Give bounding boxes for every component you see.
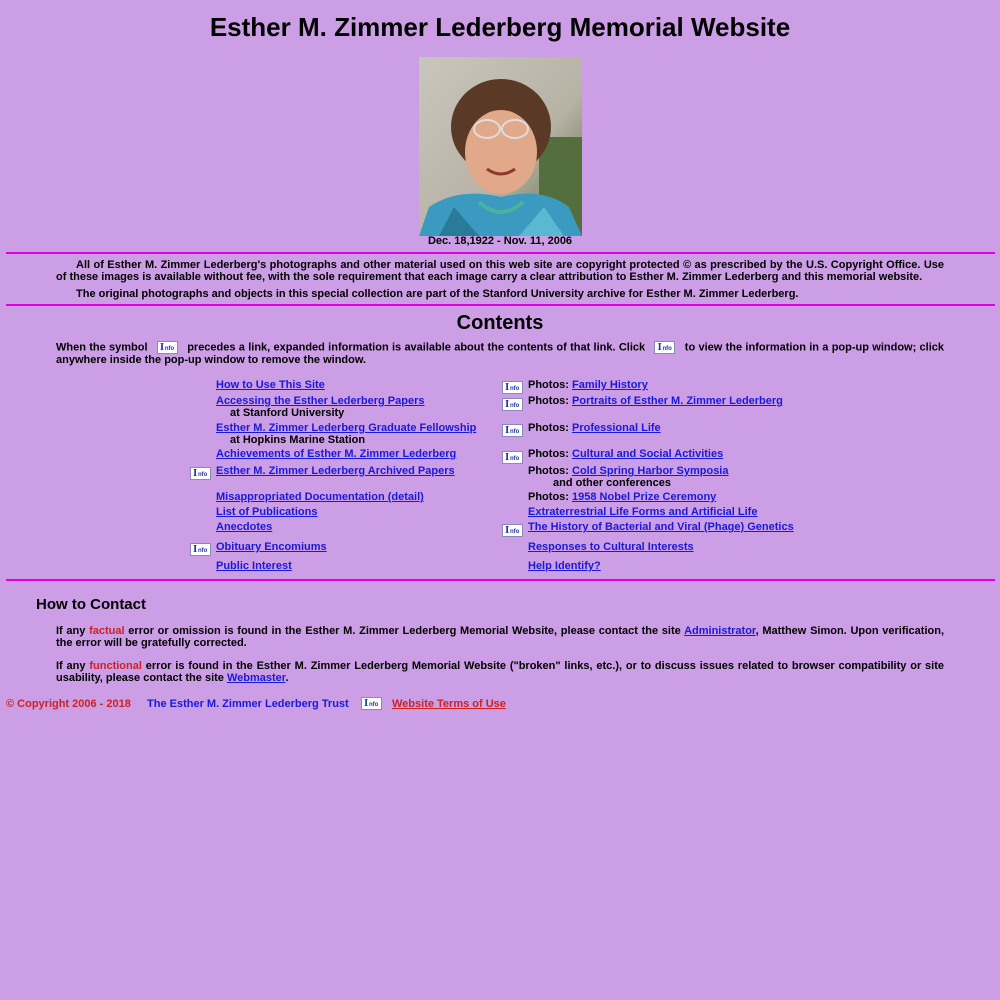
contents-heading: Contents <box>456 312 544 334</box>
link-subtext: at Stanford University <box>230 407 345 419</box>
contact-heading: How to Contact <box>36 596 146 613</box>
link-extraterrestrial-life[interactable]: Extraterrestrial Life Forms and Artificial Life <box>528 506 758 518</box>
contact-functional-paragraph: If any functional error is found in the Esther M. Zimmer Lederberg Memorial Website ("broken" links, etc.), or to discuss issues related to browser compatibility or site usability, please contact the site Webmaster. <box>56 660 945 684</box>
factual-word: factual <box>89 625 125 637</box>
photos-row-nobel <box>528 491 716 503</box>
terms-of-use-link[interactable]: Website Terms of Use <box>392 698 506 710</box>
info-icon[interactable]: I nfo <box>502 424 523 437</box>
link-achievements[interactable]: Achievements of Esther M. Zimmer Lederberg <box>216 448 457 460</box>
link-subtext: at Hopkins Marine Station <box>230 434 366 446</box>
info-icon[interactable]: I nfo <box>190 467 211 480</box>
link-cold-spring-harbor[interactable]: Cold Spring Harbor Symposia <box>572 465 729 477</box>
contents-intro <box>56 341 944 366</box>
divider <box>6 304 995 306</box>
link-subtext: and other conferences <box>553 477 671 489</box>
photos-row-cold-spring-harbor <box>528 465 728 477</box>
photos-label: Photos: <box>528 395 569 407</box>
info-icon[interactable]: I nfo <box>502 381 523 394</box>
link-accessing-papers[interactable]: Accessing the Esther Lederberg Papers <box>216 395 425 407</box>
link-public-interest[interactable]: Public Interest <box>216 560 292 572</box>
info-icon[interactable]: I nfo <box>502 524 523 537</box>
photos-row-cultural-social <box>528 448 723 460</box>
photos-row-portraits <box>528 395 783 407</box>
photos-label: Photos: <box>528 491 569 503</box>
info-icon: I nfo <box>157 341 178 354</box>
webmaster-link[interactable]: Webmaster <box>226 672 286 684</box>
info-icon[interactable]: I nfo <box>502 398 523 411</box>
intro-text: When the symbol <box>56 341 148 354</box>
portrait-photo <box>419 57 582 236</box>
link-publications[interactable]: List of Publications <box>216 506 318 518</box>
link-nobel-prize-ceremony[interactable]: 1958 Nobel Prize Ceremony <box>572 491 717 503</box>
administrator-link[interactable]: Administrator <box>684 625 756 637</box>
info-icon[interactable]: I nfo <box>654 341 675 354</box>
contact-factual-paragraph: If any factual error or omission is found in the Esther M. Zimmer Lederberg Memorial Website, please contact the site Administrator, Matthew Simon. Upon verification, the error will be gratefully corrected. <box>56 625 945 649</box>
link-cultural-interests[interactable]: Responses to Cultural Interests <box>528 541 694 553</box>
info-icon[interactable]: I nfo <box>361 697 382 710</box>
link-graduate-fellowship[interactable]: Esther M. Zimmer Lederberg Graduate Fellowship <box>216 422 477 434</box>
photos-row-professional-life <box>528 422 661 434</box>
photos-label: Photos: <box>528 465 569 477</box>
intro-text: to view the information in a pop-up window; click anywhere inside the pop-up window to remove the window. <box>56 341 945 366</box>
link-how-to-use[interactable]: How to Use This Site <box>216 379 325 391</box>
life-dates: Dec. 18,1922 - Nov. 11, 2006 <box>427 235 573 247</box>
link-phage-genetics-history[interactable]: The History of Bacterial and Viral (Phage) Genetics <box>528 521 794 533</box>
link-professional-life[interactable]: Professional Life <box>572 422 661 434</box>
intro-text: precedes a link, expanded information is available about the contents of that link. Click <box>187 341 646 354</box>
photos-label: Photos: <box>528 422 569 434</box>
divider <box>6 252 995 254</box>
functional-word: functional <box>89 660 142 672</box>
link-family-history[interactable]: Family History <box>572 379 648 391</box>
photos-label: Photos: <box>528 448 569 460</box>
link-obituary-encomiums[interactable]: Obituary Encomiums <box>216 541 327 553</box>
link-archived-papers[interactable]: Esther M. Zimmer Lederberg Archived Papers <box>216 465 455 477</box>
link-help-identify[interactable]: Help Identify? <box>528 560 601 572</box>
divider <box>6 579 995 581</box>
link-portraits[interactable]: Portraits of Esther M. Zimmer Lederberg <box>572 395 783 407</box>
photos-row-family-history <box>528 379 648 391</box>
link-cultural-social-activities[interactable]: Cultural and Social Activities <box>572 448 724 460</box>
photos-label: Photos: <box>528 379 569 391</box>
info-icon[interactable]: I nfo <box>190 543 211 556</box>
copyright-notice-paragraph: All of Esther M. Zimmer Lederberg's photographs and other material used on this web site are copyright protected © as prescribed by the U.S. Copyright Office. Use of these images is available without fee, with the sole requirement that each image carry a clear attribution to Esther M. Zimmer Lederberg and this memorial website. <box>56 259 944 283</box>
archive-notice-paragraph: The original photographs and objects in this special collection are part of the Stanford University archive for Esther M. Zimmer Lederberg. <box>76 288 799 300</box>
info-icon[interactable]: I nfo <box>502 451 523 464</box>
copyright-footer: © Copyright 2006 - 2018 <box>6 698 131 710</box>
link-misappropriated-documentation[interactable]: Misappropriated Documentation (detail) <box>216 491 424 503</box>
page-title: Esther M. Zimmer Lederberg Memorial Website <box>209 12 791 42</box>
trust-name: The Esther M. Zimmer Lederberg Trust <box>147 698 349 710</box>
link-anecdotes[interactable]: Anecdotes <box>216 521 273 533</box>
